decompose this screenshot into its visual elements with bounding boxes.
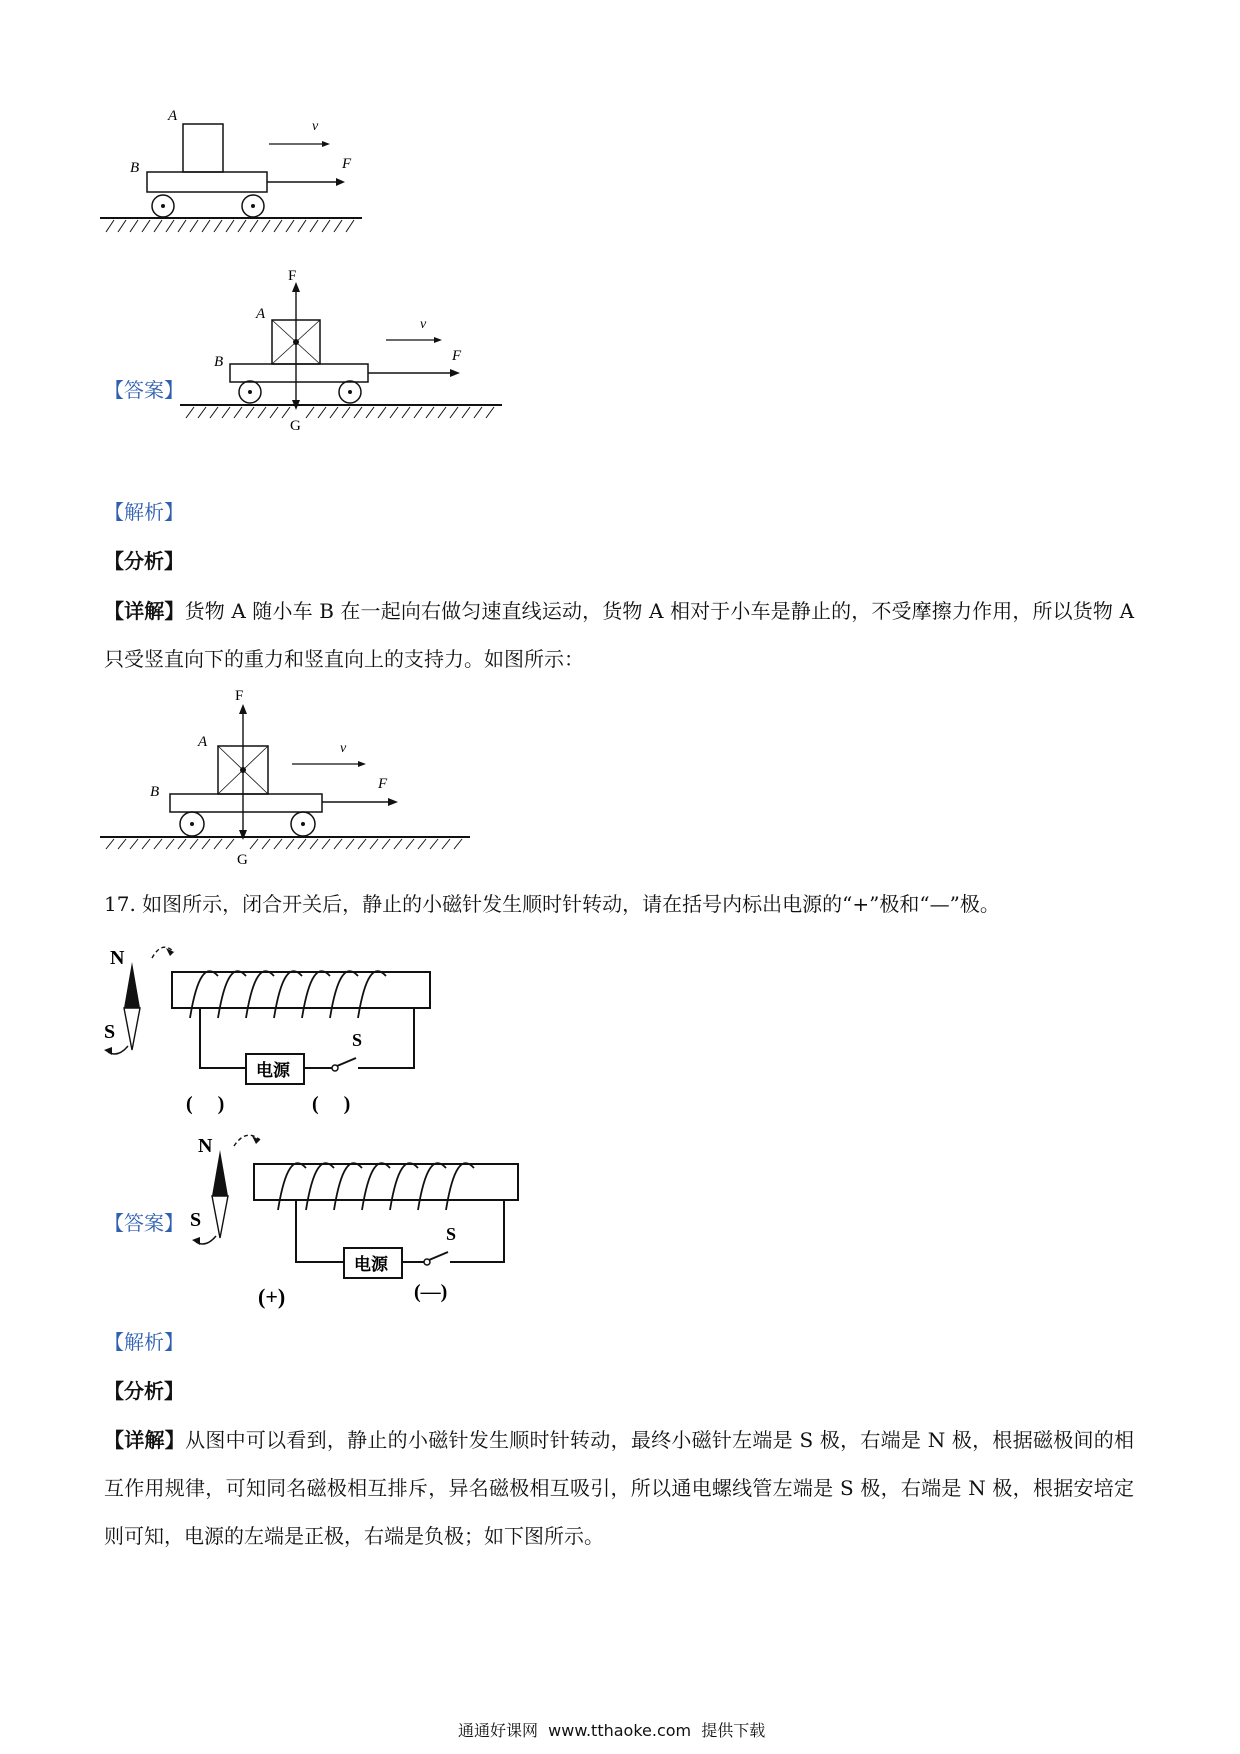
positive-terminal-answer: (+) (258, 1284, 286, 1309)
label-b: B (214, 354, 224, 370)
q16-detail (104, 587, 1134, 683)
switch-label: S (446, 1224, 457, 1244)
needle-s-label: S (104, 1021, 116, 1043)
cart-figure-question (100, 110, 380, 250)
cart-figure-answer (180, 268, 510, 444)
analysis-label-1: 【分析】 (104, 549, 184, 573)
detail-label-1: 【详解】 (104, 599, 185, 623)
right-bracket: ( ) (312, 1093, 351, 1115)
q17-detail (104, 1416, 1134, 1560)
label-f: F (378, 776, 388, 792)
q16-detail-text: 货物 A 随小车 B 在一起向右做匀速直线运动，货物 A 相对于小车是静止的，不受摩擦力作用，所以货物 A 只受竖直向下的重力和竖直向上的支持力。如图所示： (104, 599, 1135, 671)
answer-label-2: 【答案】 (104, 1211, 184, 1235)
explanation-label-2: 【解析】 (104, 1330, 184, 1354)
label-v: v (340, 741, 347, 756)
power-source-label: 电源 (256, 1061, 290, 1080)
switch-label: S (352, 1030, 363, 1050)
footer-text: 通通好课网 www.tthaoke.com 提供下载 (458, 1721, 766, 1740)
label-v: v (420, 317, 427, 332)
label-g: G (237, 852, 248, 866)
label-f: F (452, 348, 462, 364)
left-bracket: ( ) (186, 1093, 225, 1115)
q17-question: 17. 如图所示，闭合开关后，静止的小磁针发生顺时针转动，请在括号内标出电源的“+”极和“—”极。 (104, 892, 1000, 916)
label-f: F (342, 156, 352, 172)
answer-label-1: 【答案】 (104, 378, 184, 402)
analysis-label-2: 【分析】 (104, 1379, 184, 1403)
power-source-label: 电源 (354, 1255, 388, 1274)
negative-terminal-answer: (—) (414, 1281, 448, 1303)
label-a: A (256, 306, 266, 322)
detail-label-2: 【详解】 (104, 1428, 186, 1452)
label-v: v (312, 119, 319, 134)
needle-n-label: N (198, 1135, 213, 1157)
explanation-label-1: 【解析】 (104, 500, 184, 524)
label-b: B (150, 784, 160, 800)
label-g: G (290, 418, 301, 434)
q17-detail-text: 从图中可以看到，静止的小磁针发生顺时针转动，最终小磁针左端是 S 极，右端是 N 极，根据磁极间的相互作用规律，可知同名磁极相互排斥，异名磁极相互吸引，所以通电螺线管左端是 S 极，右端是 N 极，根据安培定则可知，电源的左端是正极，右端是负极；如下图所示。 (104, 1428, 1135, 1548)
label-f-up: F (288, 268, 297, 284)
solenoid-figure-answer (188, 1126, 528, 1316)
label-a: A (198, 734, 208, 750)
solenoid-figure-question (100, 938, 440, 1116)
label-f-up: F (235, 688, 244, 704)
needle-n-label: N (110, 947, 125, 969)
needle-s-label: S (190, 1209, 202, 1231)
label-b: B (130, 160, 140, 176)
cart-figure-explanation (100, 684, 480, 866)
label-a: A (168, 110, 178, 124)
